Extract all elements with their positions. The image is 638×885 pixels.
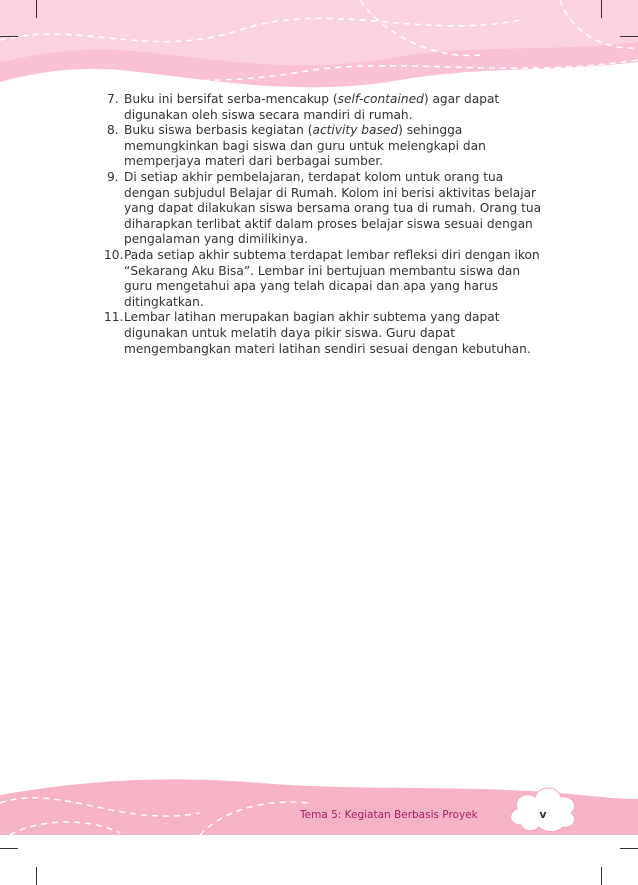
crop-mark <box>620 36 638 37</box>
crop-mark <box>36 0 37 18</box>
list-item <box>104 310 547 357</box>
crop-mark <box>601 0 602 18</box>
list-text: Buku siswa berbasis kegiatan ( <box>124 123 313 138</box>
list-item <box>107 92 547 123</box>
crop-mark <box>36 867 37 885</box>
list-text: Pada setiap akhir subtema terdapat lembar refleksi diri dengan ikon “Sekarang Aku Bisa”. Lembar ini bertujuan membantu siswa dan guru mengetahui apa yang telah dicapai dan apa yang harus ditingkatkan. <box>124 247 540 309</box>
crop-mark <box>0 36 18 37</box>
list-number: 10. <box>104 247 124 262</box>
list-number: 8. <box>107 123 119 138</box>
list-item <box>107 123 547 170</box>
list-text: Lembar latihan merupakan bagian akhir subtema yang dapat digunakan untuk melatih daya pikir siswa. Guru dapat mengembangkan materi latihan sendiri sesuai dengan kebutuhan. <box>124 310 531 356</box>
crop-mark <box>601 867 602 885</box>
list-text-emphasis: activity based <box>312 123 399 138</box>
header-decoration <box>0 0 638 100</box>
list-number: 11. <box>104 310 124 325</box>
list-text: Di setiap akhir pembelajaran, terdapat kolom untuk orang tua dengan subjudul Belajar di Rumah. Kolom ini berisi aktivitas belajar yang dapat dilakukan siswa bersama orang tua di rumah. Orang tua diharapkan terlibat aktif dalam proses belajar siswa sesuai dengan pengalaman yang dimilikinya. <box>124 169 542 247</box>
list-item <box>104 247 547 310</box>
list-text: Buku ini bersifat serba-mencakup ( <box>124 92 338 106</box>
list-text: ) agar dapat digunakan oleh siswa secara mandiri di rumah. <box>124 92 500 122</box>
footer-theme-label: Tema 5: Kegiatan Berbasis Proyek <box>300 809 478 821</box>
page-number: v <box>539 808 547 821</box>
list-number: 7. <box>107 92 119 106</box>
list-number: 9. <box>107 169 119 184</box>
crop-mark <box>0 848 18 849</box>
list-item <box>107 170 547 248</box>
crop-mark <box>620 848 638 849</box>
list-text: ) sehingga memungkinkan bagi siswa dan guru untuk melengkapi dan memperjaya materi dari berbagai sumber. <box>124 123 486 169</box>
numbered-list <box>104 92 547 357</box>
list-text-emphasis: self-contained <box>337 92 424 106</box>
